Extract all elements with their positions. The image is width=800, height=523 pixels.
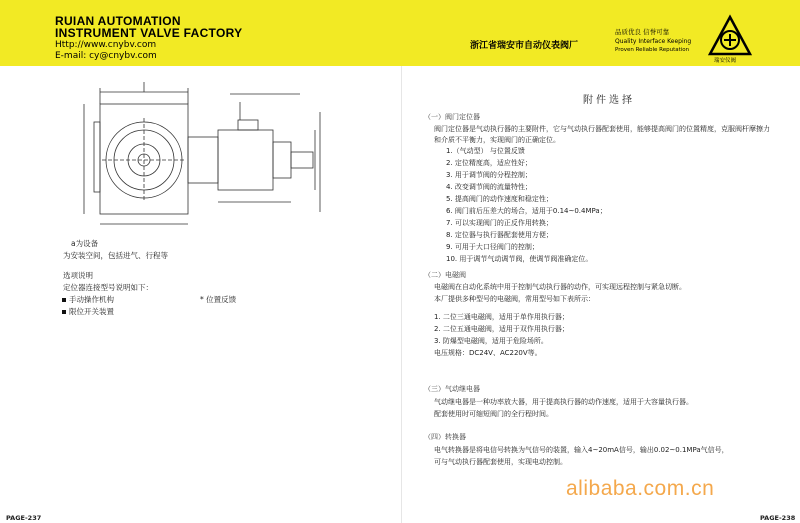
list-item: 7. 可以实现阀门的正反作用转换； [446, 219, 553, 227]
paragraph: 阀门定位器是气动执行器的主要附件，它与气动执行器配套使用，能够提高阀门的位置精度，克服阀杆摩擦力和介质不平衡力，实现阀门的正确定位。 [434, 125, 770, 144]
section-heading: （三）气动继电器 [424, 385, 480, 393]
bullet-icon [62, 310, 66, 314]
page-number-left: PAGE-237 [6, 514, 42, 522]
section-heading: （一）阀门定位器 [424, 113, 480, 121]
option-item: 限位开关装置 [62, 306, 114, 317]
option-item: 手动操作机构 [62, 294, 114, 305]
list-item: 1.（气动型） 与位置反馈 [446, 147, 525, 155]
logo-caption: 瑞安仪阀 [714, 58, 737, 64]
company-logo-icon [707, 14, 753, 60]
paragraph: 配套使用时可缩短阀门的全行程时间。 [434, 410, 553, 418]
paragraph: 电磁阀在自动化系统中用于控制气动执行器的动作，可实现远程控制与紧急切断。 [434, 283, 686, 291]
list-item: 2. 定位精度高，适应性好； [446, 159, 532, 167]
paragraph: 气动继电器是一种功率放大器，用于提高执行器的动作速度，适用于大容量执行器。 [434, 398, 693, 406]
list-item: 5. 提高阀门的动作速度和稳定性； [446, 195, 553, 203]
drawing-note: a为设备 [71, 239, 99, 248]
paragraph: 本厂提供多种型号的电磁阀，常用型号如下表所示： [434, 295, 595, 303]
list-item: 3. 用于调节阀的分程控制； [446, 171, 532, 179]
website-link[interactable]: Http://www.cnybv.com [55, 40, 157, 50]
company-name-en: RUIAN AUTOMATION [55, 14, 181, 28]
section-heading: （四）转换器 [424, 433, 466, 441]
company-name-cn: 浙江省瑞安市自动仪表阀厂 [470, 41, 579, 51]
list-item: 6. 阀门前后压差大的场合，适用于0.14~0.4MPa； [446, 207, 607, 215]
valve-technical-drawing [80, 82, 370, 232]
list-item: 10. 用于调节气动调节阀，使调节阀准确定位。 [446, 255, 593, 263]
option-item: * 位置反馈 [200, 295, 237, 304]
page-number-right: PAGE-238 [760, 514, 796, 522]
options-title: 选项说明 [63, 271, 93, 280]
company-name-en-line2: INSTRUMENT VALVE FACTORY [55, 26, 243, 40]
section-title: 附件选择 [583, 95, 635, 106]
list-item: 1. 二位三通电磁阀，适用于单作用执行器； [434, 313, 569, 321]
list-item: 9. 可用于大口径阀门的控制； [446, 243, 539, 251]
list-item: 4. 改变调节阀的流量特性； [446, 183, 532, 191]
watermark: alibaba.com.cn [566, 477, 715, 500]
paragraph: 可与气动执行器配套使用，实现电动控制。 [434, 458, 567, 466]
page-divider [401, 66, 402, 523]
drawing-note: 为安装空间，包括进气、行程等 [63, 251, 168, 260]
quality-slogan-en2: Proven Reliable Reputation [615, 47, 690, 53]
list-item: 2. 二位五通电磁阀，适用于双作用执行器； [434, 325, 569, 333]
email-link[interactable]: E-mail: cy@cnybv.com [55, 51, 157, 61]
quality-slogan-en: Quality Interface Keeping [615, 38, 692, 45]
bullet-icon [62, 298, 66, 302]
list-item: 电压规格：DC24V、AC220V等。 [434, 349, 542, 357]
list-item: 3. 防爆型电磁阀，适用于危险场所。 [434, 337, 548, 345]
section-heading: （二）电磁阀 [424, 271, 466, 279]
list-item: 8. 定位器与执行器配套使用方便； [446, 231, 553, 239]
quality-slogan: 品质优良 信誉可靠 [615, 28, 670, 36]
paragraph: 电气转换器是将电信号转换为气信号的装置，输入4~20mA信号，输出0.02~0.1MPa气信号， [434, 446, 729, 454]
options-subtitle: 定位器连接型号说明如下： [63, 283, 153, 292]
